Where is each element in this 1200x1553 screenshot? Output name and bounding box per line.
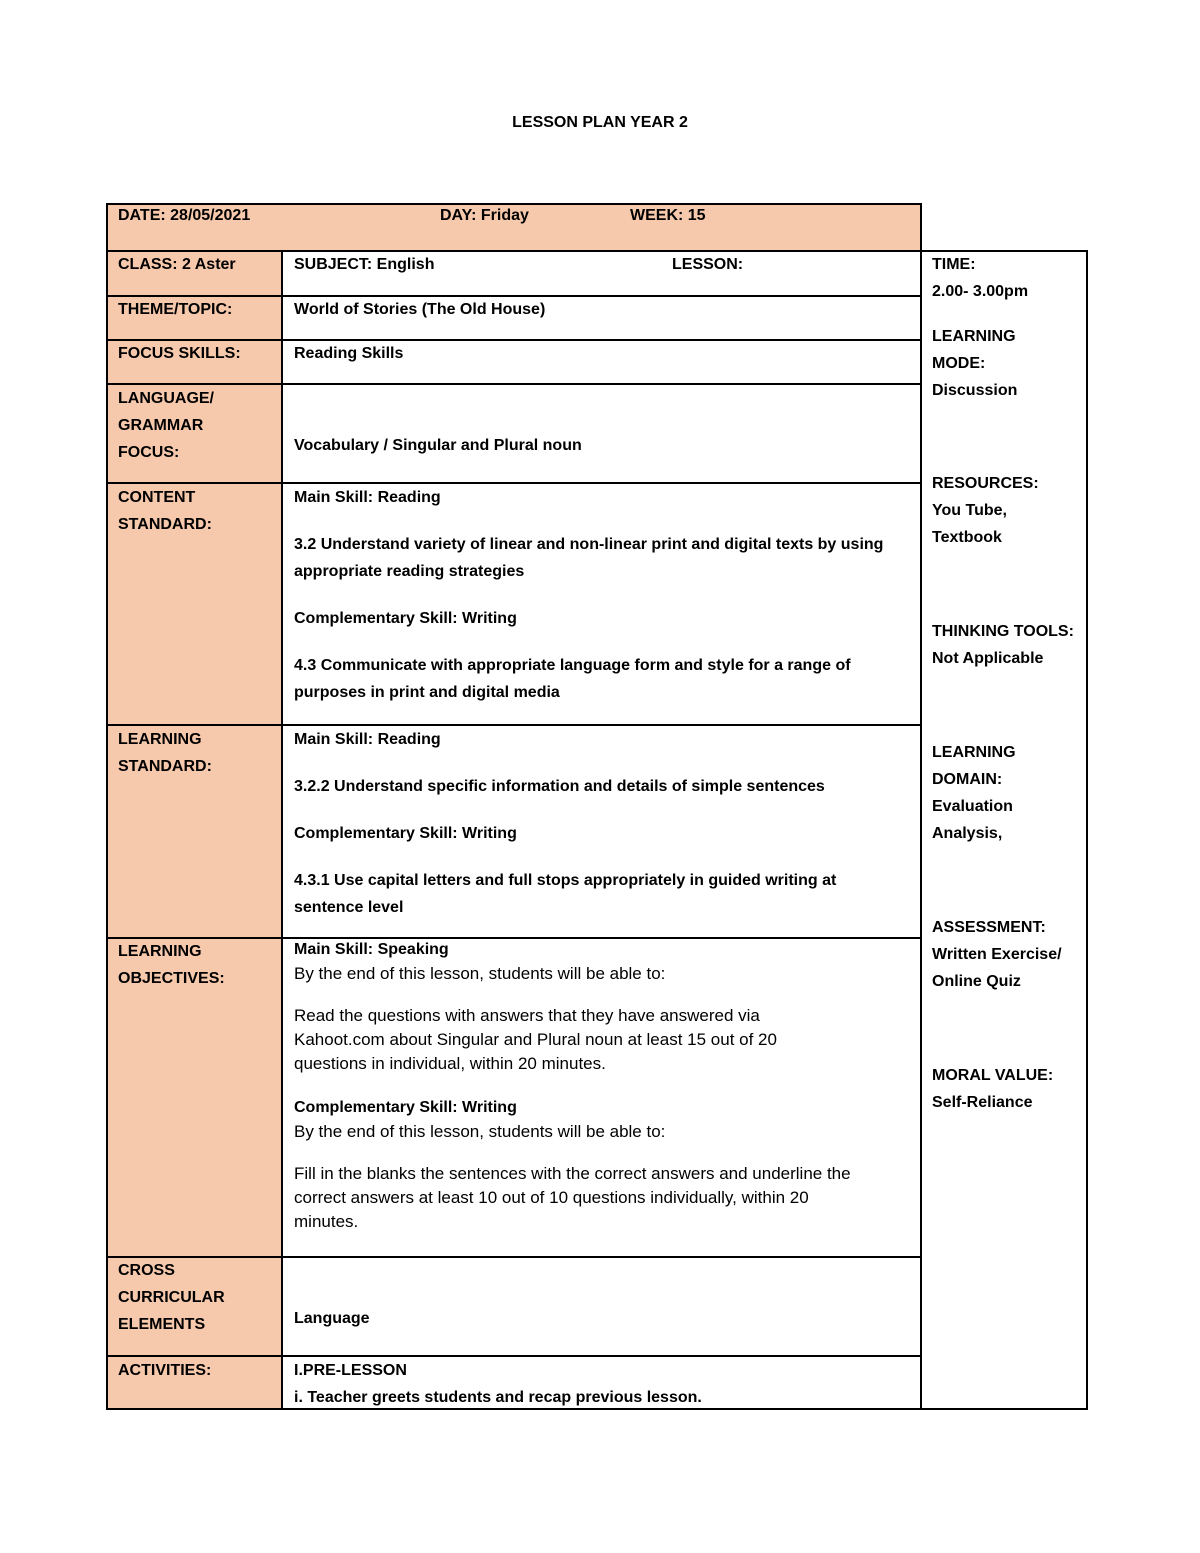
lo-intro: By the end of this lesson, students will be able to: bbox=[294, 964, 666, 983]
time-label: TIME: bbox=[932, 256, 976, 273]
cross-label-line: CURRICULAR bbox=[118, 1289, 225, 1306]
theme-value: World of Stories (The Old House) bbox=[294, 301, 546, 318]
grammar-label bbox=[118, 385, 214, 466]
content-standard-value bbox=[294, 484, 916, 706]
day-field: DAY: Friday bbox=[440, 207, 529, 224]
ls-main-standard: 3.2.2 Understand specific information and details of simple sentences bbox=[294, 778, 825, 795]
learning-objectives-value bbox=[294, 938, 854, 1234]
content-comp-skill: Complementary Skill: Writing bbox=[294, 610, 517, 627]
focus-label: FOCUS SKILLS: bbox=[118, 345, 241, 362]
resources-value: You Tube, bbox=[932, 502, 1007, 519]
activities-label: ACTIVITIES: bbox=[118, 1362, 212, 1379]
content-main-skill: Main Skill: Reading bbox=[294, 489, 441, 506]
domain-label: LEARNING bbox=[932, 744, 1016, 761]
domain-value: Evaluation bbox=[932, 798, 1013, 815]
resources-value: Textbook bbox=[932, 529, 1002, 546]
ls-comp-skill: Complementary Skill: Writing bbox=[294, 825, 517, 842]
thinking-tools-label: THINKING TOOLS: bbox=[932, 623, 1074, 640]
learning-standard-value bbox=[294, 726, 894, 921]
assessment-label: ASSESSMENT: bbox=[932, 919, 1046, 936]
column-divider bbox=[281, 251, 283, 1409]
week-field: WEEK: 15 bbox=[630, 207, 706, 224]
cross-label-line: CROSS bbox=[118, 1262, 175, 1279]
learning-standard-label bbox=[118, 726, 212, 780]
class-label: CLASS: 2 Aster bbox=[118, 256, 236, 273]
resources-label: RESOURCES: bbox=[932, 475, 1039, 492]
lesson-field: LESSON: bbox=[672, 256, 744, 273]
time-value: 2.00- 3.00pm bbox=[932, 283, 1029, 300]
cross-label-line: ELEMENTS bbox=[118, 1316, 206, 1333]
activity-stage: I.PRE-LESSON bbox=[294, 1362, 407, 1379]
moral-value-label: MORAL VALUE: bbox=[932, 1067, 1054, 1084]
ls-comp-standard: 4.3.1 Use capital letters and full stops appropriately in guided writing at sentence level bbox=[294, 872, 837, 916]
learning-objectives-label bbox=[118, 938, 225, 992]
mode-value: Discussion bbox=[932, 382, 1018, 399]
date-row-text bbox=[106, 207, 922, 237]
focus-value: Reading Skills bbox=[294, 345, 404, 362]
date-field: DATE: 28/05/2021 bbox=[118, 207, 251, 224]
mode-label: MODE: bbox=[932, 355, 986, 372]
content-standard-label bbox=[118, 484, 212, 538]
lo-objective: Read the questions with answers that they have answered via Kahoot.com about Singular and Plural noun at least 15 out of 20 questions in individual, within 20 minutes. bbox=[294, 1006, 777, 1073]
ls-label-line: LEARNING bbox=[118, 731, 202, 748]
cross-curricular-label bbox=[118, 1257, 225, 1338]
row-divider bbox=[107, 1256, 921, 1258]
content-label-line: STANDARD: bbox=[118, 516, 212, 533]
theme-label: THEME/TOPIC: bbox=[118, 301, 233, 318]
domain-label: DOMAIN: bbox=[932, 771, 1003, 788]
page-title: LESSON PLAN YEAR 2 bbox=[512, 114, 688, 131]
activities-value bbox=[294, 1357, 702, 1411]
grammar-label-line: FOCUS: bbox=[118, 444, 180, 461]
lo-main-skill: Main Skill: Speaking bbox=[294, 941, 449, 958]
activity-step: i. Teacher greets students and recap previous lesson. bbox=[294, 1389, 702, 1406]
ls-main-skill: Main Skill: Reading bbox=[294, 731, 441, 748]
lo-intro: By the end of this lesson, students will be able to: bbox=[294, 1122, 666, 1141]
content-main-standard: 3.2 Understand variety of linear and non-linear print and digital texts by using appropriate reading strategies bbox=[294, 536, 884, 580]
lo-label-line: LEARNING bbox=[118, 943, 202, 960]
thinking-tools-value: Not Applicable bbox=[932, 650, 1044, 667]
row-divider bbox=[107, 383, 921, 385]
side-info bbox=[932, 251, 1082, 1116]
moral-value: Self-Reliance bbox=[932, 1094, 1033, 1111]
lo-label-line: OBJECTIVES: bbox=[118, 970, 225, 987]
cross-curricular-value: Language bbox=[294, 1310, 370, 1327]
content-comp-standard: 4.3 Communicate with appropriate language form and style for a range of purposes in print and digital media bbox=[294, 657, 851, 701]
lo-objective: Fill in the blanks the sentences with the correct answers and underline the correct answers at least 10 out of 10 questions individually, within 20 minutes. bbox=[294, 1164, 851, 1231]
lo-comp-skill: Complementary Skill: Writing bbox=[294, 1099, 517, 1116]
content-label-line: CONTENT bbox=[118, 489, 196, 506]
grammar-label-line: GRAMMAR bbox=[118, 417, 204, 434]
assessment-value: Written Exercise/ bbox=[932, 946, 1062, 963]
grammar-value: Vocabulary / Singular and Plural noun bbox=[294, 437, 582, 454]
domain-value: Analysis, bbox=[932, 825, 1003, 842]
assessment-value: Online Quiz bbox=[932, 973, 1021, 990]
grammar-label-line: LANGUAGE/ bbox=[118, 390, 214, 407]
ls-label-line: STANDARD: bbox=[118, 758, 212, 775]
mode-label: LEARNING bbox=[932, 328, 1016, 345]
subject-field: SUBJECT: English bbox=[294, 256, 435, 273]
